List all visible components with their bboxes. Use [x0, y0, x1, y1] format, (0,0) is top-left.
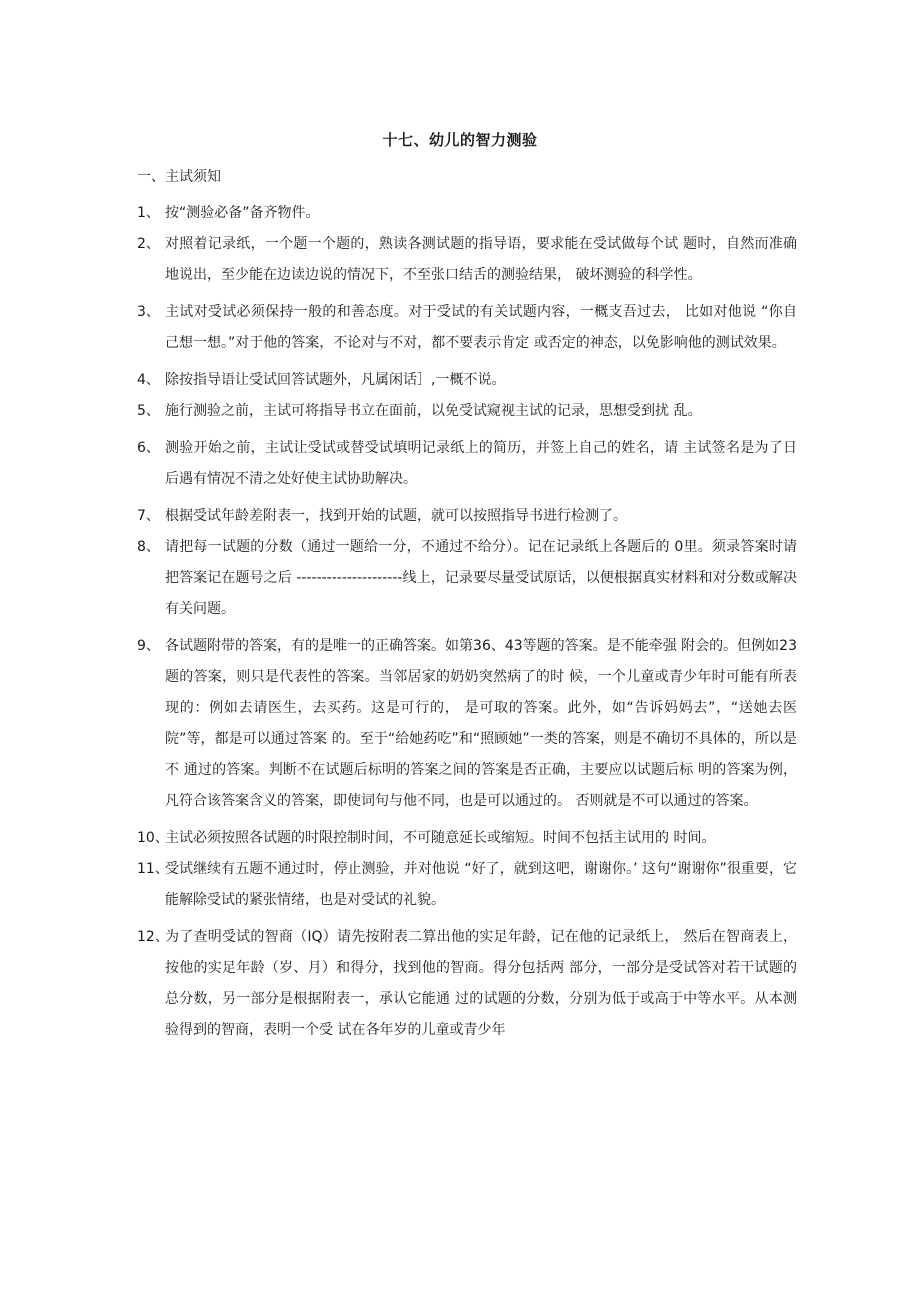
item-text: 按“测验必备”备齐物件。	[165, 205, 320, 221]
item-number: 7、	[137, 508, 160, 524]
item-text: 施行测验之前，主试可将指导书立在面前，以免受试窥视主试的记录，思想受到扰 乱。	[165, 403, 702, 419]
item-number: 1、	[137, 205, 160, 221]
list-item	[137, 396, 797, 427]
item-number: 12、	[137, 929, 169, 945]
item-number: 2、	[137, 236, 160, 252]
item-number: 3、	[137, 304, 160, 320]
item-text: 对照着记录纸，一个题一个题的，熟读各测试题的指导语，要求能在受试做每个试 题时，自然而准确地说出，至少能在边读边说的情况下，不至张口结舌的测验结果， 破坏测验的科学性。	[165, 236, 797, 283]
list-item	[137, 198, 797, 229]
section-heading: 一、主试须知	[137, 169, 221, 185]
instruction-list	[137, 198, 797, 1052]
item-number: 6、	[137, 440, 160, 456]
list-item	[137, 365, 797, 396]
item-number: 10、	[137, 830, 169, 846]
item-number: 5、	[137, 403, 160, 419]
item-text: 测验开始之前，主试让受试或替受试填明记录纸上的简历，并签上自己的姓名，请 主试签名是为了日后遇有情况不清之处好使主试协助解决。	[165, 440, 797, 487]
item-text: 除按指导语让受试回答试题外，凡属闲话］,一概不说。	[165, 372, 506, 388]
list-item	[137, 532, 797, 625]
item-number: 11、	[137, 861, 169, 877]
item-text: 为了查明受试的智商（IQ）请先按附表二算出他的实足年龄，记在他的记录纸上， 然后在智商表上，按他的实足年龄（岁、月）和得分，找到他的智商。得分包括两 部分，一部分是受试答对若干试题的总分数，另一部分是根据附表一，承认它能通 过的试题的分数，分别为低于或高于中等水平。从本测验得到的智商，表明一个受 试在各年岁的儿童或青少年	[165, 929, 797, 1038]
item-number: 9、	[137, 638, 160, 654]
list-item	[137, 823, 797, 854]
item-text: 主试必须按照各试题的时限控制时间，不可随意延长或缩短。时间不包括主试用的 时间。	[165, 830, 716, 846]
list-item	[137, 433, 797, 495]
item-text: 请把每一试题的分数（通过一题给一分，不通过不给分）。记在记录纸上各题后的 0里。须录答案时请把答案记在题号之后 ---------------------线上，记录要尽量受试原话，以便根据真实材料和对分数或解决有关问题。	[165, 539, 797, 617]
list-item	[137, 631, 797, 817]
list-item	[137, 229, 797, 291]
list-item	[137, 501, 797, 532]
item-text: 受试继续有五题不通过时，停止测验，并对他说 “好了，就到这吧，谢谢你。’ 这句“谢谢你”很重要，它能解除受试的紧张情绪，也是对受试的礼貌。	[165, 861, 797, 908]
list-item	[137, 854, 797, 916]
list-item	[137, 297, 797, 359]
document-title: 十七、幼儿的智力测验	[382, 131, 538, 149]
item-text: 各试题附带的答案，有的是唯一的正确答案。如第36、43等题的答案。是不能牵强 附会的。但例如23题的答案，则只是代表性的答案。当邻居家的奶奶突然病了的时 候，一个儿童或青少年时可能有所表现的：例如去请医生，去买药。这是可行的， 是可取的答案。此外，如“告诉妈妈去”，“送她去医院”等，都是可以通过答案 的。至于“给她药吃”和“照顾她”一类的答案，则是不确切不具体的，所以是不 通过的答案。判断不在试题后标明的答案之间的答案是否正确，主要应以试题后标 明的答案为例，凡符合该答案含义的答案，即使词句与他不同，也是可以通过的。 否则就是不可以通过的答案。	[165, 638, 797, 809]
item-text: 根据受试年龄差附表一，找到开始的试题，就可以按照指导书进行检测了。	[165, 508, 627, 524]
item-number: 8、	[137, 539, 160, 555]
item-number: 4、	[137, 372, 160, 388]
list-item	[137, 922, 797, 1046]
item-text: 主试对受试必须保持一般的和善态度。对于受试的有关试题内容，一概支吾过去， 比如对他说 “你自己想一想。”对于他的答案，不论对与不对，都不要表示肯定 或否定的神态，以免影响他的测试效果。	[165, 304, 797, 351]
